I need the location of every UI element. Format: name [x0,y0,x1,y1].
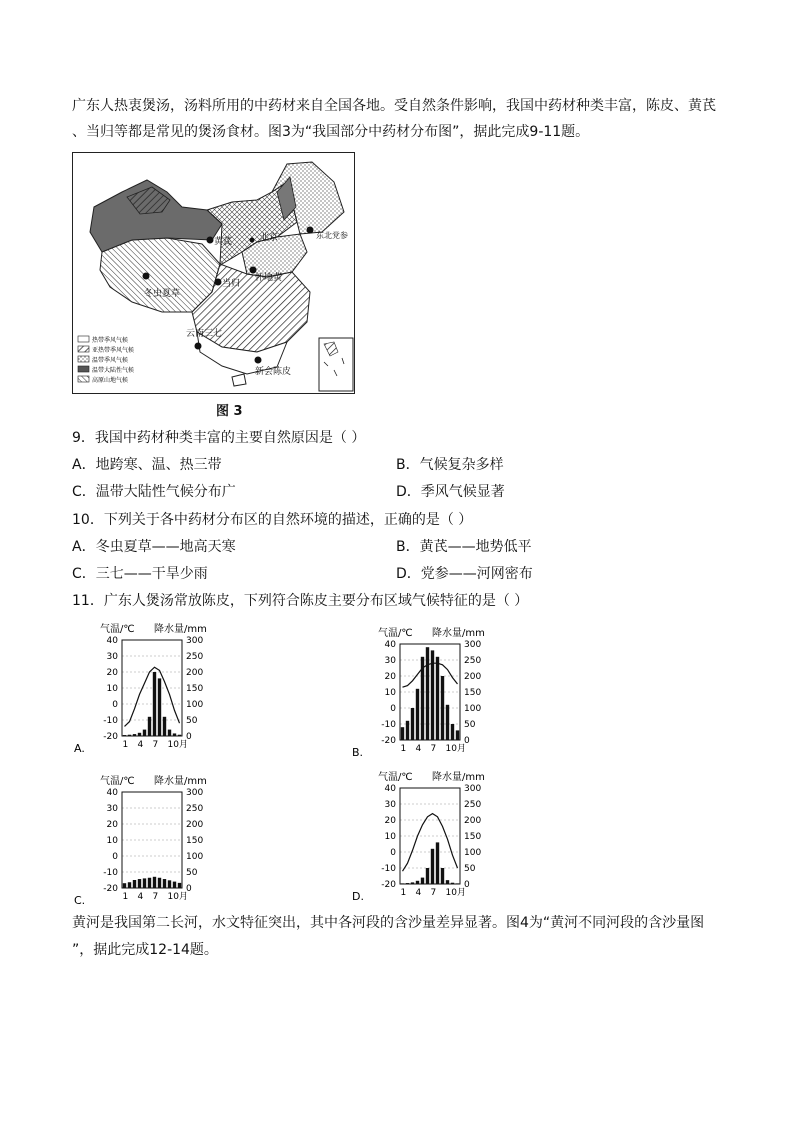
precip-bar [138,733,141,736]
precip-tick-label: 0 [464,880,470,890]
precip-axis-title: 降水量/mm [432,772,485,783]
precip-bar [436,657,439,740]
label-yunnan-sanqi: 云南三七 [186,329,223,339]
precip-bar [148,717,151,736]
precip-bar [456,883,459,884]
precip-bar [138,879,141,888]
china-herb-distribution-map [72,152,355,394]
precip-tick-label: 50 [186,716,198,726]
temp-tick-label: 30 [384,800,396,810]
precip-axis-title: 降水量/mm [432,628,485,639]
temp-tick-label: -10 [381,864,396,874]
precip-axis-title: 降水量/mm [154,776,207,787]
precip-bar [168,880,171,888]
temp-tick-label: 0 [390,848,396,858]
precip-bar [451,724,454,740]
precip-bar [441,676,444,740]
precip-tick-label: 50 [464,720,476,730]
precip-tick-label: 0 [464,736,470,746]
month-tick-label: 10月 [445,744,466,754]
precip-bar [158,878,161,888]
temp-tick-label: 0 [112,852,118,862]
precip-bar [411,882,414,884]
precip-tick-label: 100 [186,700,204,710]
climate-chart-b[interactable] [350,622,510,762]
temp-tick-label: 20 [106,668,118,678]
temp-tick-label: 30 [106,652,118,662]
temp-tick-label: -20 [381,880,396,890]
q9-option-c[interactable]: C．温带大陆性气候分布广 [72,484,236,500]
precip-bar [431,849,434,884]
precip-bar [158,678,161,736]
temp-axis-title: 气温/℃ [100,624,135,635]
label-beijing: 北京 [260,233,279,243]
outro-line-1: 黄河是我国第二长河，水文特征突出，其中各河段的含沙量差异显著。图4为“黄河不同河段的含沙量图 [72,915,705,931]
month-tick-label: 4 [137,892,144,902]
temp-tick-label: -10 [103,716,118,726]
precip-bar [451,883,454,884]
precip-tick-label: 200 [464,672,482,682]
precip-bar [446,880,449,884]
month-tick-label: 1 [400,888,407,898]
intro-line-2: 、当归等都是常见的煲汤食材。图3为“我国部分中药材分布图”，据此完成9-11题。 [72,124,590,140]
legend-item: 高原山地气候 [92,377,129,384]
temp-tick-label: 30 [384,656,396,666]
legend-item: 热带季风气候 [92,337,129,344]
label-danggui: 当归 [222,279,241,289]
temp-tick-label: -20 [381,736,396,746]
precip-bar [421,878,424,884]
q10-option-d[interactable]: D．党参——河网密布 [396,566,533,582]
q9-option-a[interactable]: A．地跨寒、温、热三带 [72,457,222,473]
precip-bar [128,735,131,736]
precip-bar [401,883,404,884]
precip-bar [446,705,449,740]
legend-item: 温带大陆性气候 [92,367,135,374]
precip-bar [401,727,404,740]
precip-tick-label: 150 [464,832,482,842]
precip-tick-label: 300 [186,636,204,646]
precip-bar [456,730,459,740]
precip-tick-label: 100 [464,704,482,714]
temp-tick-label: 10 [106,836,118,846]
precip-tick-label: 200 [186,668,204,678]
temp-tick-label: -10 [381,720,396,730]
q10-stem: 10．下列关于各中药材分布区的自然环境的描述，正确的是（ ） [72,512,473,528]
temp-tick-label: 30 [106,804,118,814]
label-xinhui-chenpi: 新会陈皮 [255,367,292,377]
precip-bar [173,733,176,736]
outro-line-2: ”，据此完成12-14题。 [72,942,218,958]
precip-bar [416,881,419,884]
temp-tick-label: -20 [103,884,118,894]
precip-tick-label: 50 [186,868,198,878]
temp-tick-label: 40 [384,640,396,650]
precip-tick-label: 0 [186,884,192,894]
temp-tick-label: 20 [384,672,396,682]
temp-tick-label: 20 [106,820,118,830]
precip-bar [406,883,409,884]
precip-bar [153,672,156,736]
month-tick-label: 4 [137,740,144,750]
climate-chart-d[interactable] [350,766,510,906]
precip-bar [436,842,439,884]
month-tick-label: 10月 [167,892,188,902]
precip-bar [406,721,409,740]
precip-tick-label: 100 [464,848,482,858]
map-caption: 图 3 [216,404,243,419]
label-dongbei-dangshen: 东北党参 [316,231,348,240]
temperature-curve [403,663,458,687]
month-tick-label: 10月 [445,888,466,898]
q9-stem: 9．我国中药材种类丰富的主要自然原因是（ ） [72,430,366,446]
temp-axis-title: 气温/℃ [378,628,413,639]
month-tick-label: 1 [122,892,129,902]
q10-option-c[interactable]: C．三七——干旱少雨 [72,566,208,582]
legend-item: 亚热带季风气候 [92,347,135,354]
south-china-sea-inset [319,338,353,391]
precip-tick-label: 200 [464,816,482,826]
option-letter: A. [74,742,85,755]
temp-tick-label: 0 [112,700,118,710]
precip-tick-label: 50 [464,864,476,874]
month-tick-label: 7 [430,744,437,754]
q9-option-b[interactable]: B．气候复杂多样 [396,457,504,473]
precip-axis-title: 降水量/mm [154,624,207,635]
precip-bar [153,877,156,888]
precip-bar [128,882,131,888]
q9-option-d[interactable]: D．季风气候显著 [396,484,505,500]
temp-tick-label: 40 [106,636,118,646]
q11-stem: 11．广东人煲汤常放陈皮，下列符合陈皮主要分布区域气候特征的是（ ） [72,593,529,609]
precip-bar [143,730,146,736]
month-tick-label: 7 [152,740,159,750]
temp-tick-label: 40 [106,788,118,798]
temperature-curve [403,814,458,872]
precip-tick-label: 300 [186,788,204,798]
precip-bar [411,708,414,740]
precip-tick-label: 100 [186,852,204,862]
label-huangqi: 黄芪 [214,237,233,247]
month-tick-label: 4 [415,744,422,754]
temp-tick-label: 10 [384,688,396,698]
temperature-curve [125,667,180,726]
q10-option-b[interactable]: B．黄芪——地势低平 [396,539,532,555]
legend-item: 温带季风气候 [92,357,129,364]
precip-bar [178,883,181,888]
temp-axis-title: 气温/℃ [378,772,413,783]
precip-bar [133,734,136,736]
precip-tick-label: 300 [464,640,482,650]
temp-tick-label: 10 [106,684,118,694]
temp-tick-label: 0 [390,704,396,714]
precip-bar [123,883,126,888]
label-huaidihuang: 怀地黄 [255,273,283,283]
temp-axis-title: 气温/℃ [100,776,135,787]
option-letter: D. [352,890,364,903]
temp-tick-label: -20 [103,732,118,742]
temp-tick-label: 10 [384,832,396,842]
precip-tick-label: 300 [464,784,482,794]
precip-tick-label: 150 [186,684,204,694]
precip-bar [168,730,171,736]
precip-bar [163,717,166,736]
precip-bar [441,868,444,884]
precip-bar [163,879,166,888]
month-tick-label: 1 [122,740,129,750]
intro-line-1: 广东人热衷煲汤，汤料所用的中药材来自全国各地。受自然条件影响，我国中药材种类丰富，陈皮、黄芪 [72,98,716,114]
month-tick-label: 10月 [167,740,188,750]
precip-bar [123,735,126,736]
precip-bar [178,735,181,736]
precip-bar [143,878,146,888]
month-tick-label: 7 [152,892,159,902]
precip-tick-label: 250 [186,804,204,814]
q10-option-a[interactable]: A．冬虫夏草——地高天寒 [72,539,236,555]
month-tick-label: 7 [430,888,437,898]
temp-tick-label: 20 [384,816,396,826]
label-dongchong-xiacao: 冬虫夏草 [144,289,181,299]
temp-tick-label: -10 [103,868,118,878]
month-tick-label: 1 [400,744,407,754]
precip-tick-label: 200 [186,820,204,830]
month-tick-label: 4 [415,888,422,898]
precip-bar [148,878,151,888]
precip-bar [426,868,429,884]
precip-tick-label: 250 [464,656,482,666]
option-letter: B. [352,746,364,759]
precip-tick-label: 0 [186,732,192,742]
precip-tick-label: 250 [464,800,482,810]
option-letter: C. [74,894,86,907]
precip-tick-label: 150 [186,836,204,846]
climate-chart-a[interactable] [72,618,232,758]
precip-tick-label: 250 [186,652,204,662]
temp-tick-label: 40 [384,784,396,794]
climate-chart-c[interactable] [72,770,232,910]
precip-bar [173,882,176,888]
precip-tick-label: 150 [464,688,482,698]
precip-bar [426,647,429,740]
precip-bar [416,689,419,740]
precip-bar [133,880,136,888]
